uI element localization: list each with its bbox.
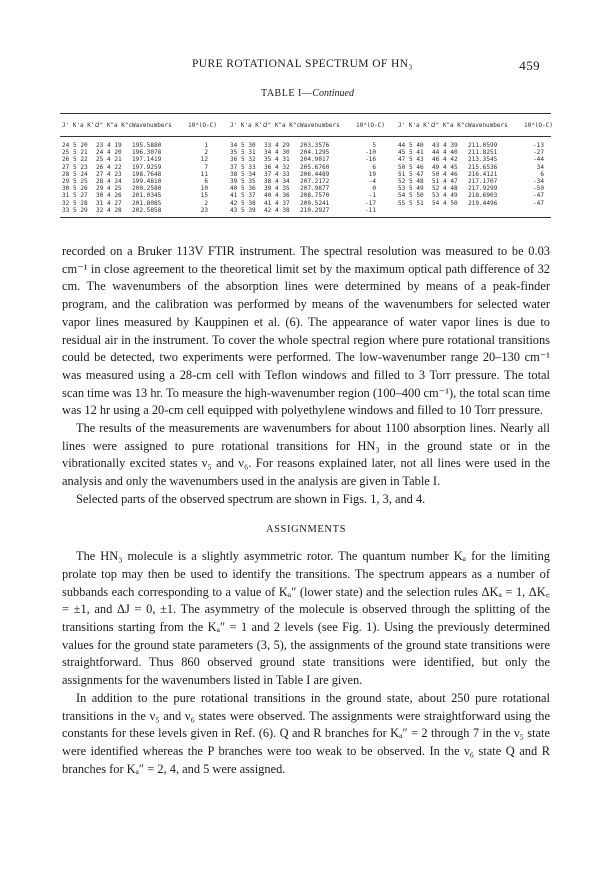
obs-minus-calc-cell: -47 bbox=[532, 192, 544, 200]
lower-state-cell: 36 4 32 bbox=[264, 163, 290, 171]
obs-minus-calc-cell: 6 bbox=[540, 170, 544, 178]
wavenumber-cell: 217.1707 bbox=[468, 177, 498, 185]
obs-minus-calc-cell: -44 bbox=[532, 156, 544, 164]
wavenumber-cell: 196.3078 bbox=[132, 149, 162, 157]
upper-state-cell: 54 5 50 bbox=[398, 192, 424, 200]
table-row bbox=[62, 207, 552, 214]
lower-state-cell: 34 4 30 bbox=[264, 149, 290, 157]
wavenumber-cell: 197.1419 bbox=[132, 156, 162, 164]
table-header-row bbox=[62, 122, 552, 129]
lower-state-cell: 26 4 22 bbox=[96, 163, 122, 171]
obs-minus-calc-cell: 6 bbox=[372, 163, 376, 171]
wavenumber-cell: 205.6760 bbox=[300, 163, 330, 171]
table-row bbox=[62, 149, 552, 156]
table-header-rule bbox=[60, 136, 551, 137]
table-row bbox=[62, 178, 552, 185]
upper-state-cell: 51 5 47 bbox=[398, 170, 424, 178]
obs-minus-calc-cell: -50 bbox=[532, 185, 544, 193]
upper-state-cell: 50 5 46 bbox=[398, 163, 424, 171]
column-header: Wavenumbers bbox=[300, 122, 340, 129]
wavenumber-cell: 201.8085 bbox=[132, 199, 162, 207]
obs-minus-calc-cell: 12 bbox=[200, 156, 208, 164]
upper-state-cell: 34 5 30 bbox=[230, 142, 256, 149]
table-row bbox=[62, 142, 552, 149]
upper-state-cell: 43 5 39 bbox=[230, 206, 256, 214]
obs-minus-calc-cell: 2 bbox=[204, 149, 208, 157]
lower-state-cell: 49 4 45 bbox=[432, 163, 458, 171]
obs-minus-calc-cell: -34 bbox=[532, 177, 544, 185]
table-caption-label: TABLE I— bbox=[261, 88, 313, 99]
running-head-title: PURE ROTATIONAL SPECTRUM OF HN₃ bbox=[192, 58, 413, 70]
lower-state-cell: 54 4 50 bbox=[432, 199, 458, 207]
lower-state-cell: 30 4 26 bbox=[96, 192, 122, 200]
lower-state-cell: 50 4 46 bbox=[432, 170, 458, 178]
upper-state-cell: 36 5 32 bbox=[230, 156, 256, 164]
table-row bbox=[62, 192, 552, 199]
wavenumber-cell: 195.5880 bbox=[132, 142, 162, 149]
lower-state-cell: 51 4 47 bbox=[432, 177, 458, 185]
lower-state-cell: 24 4 20 bbox=[96, 149, 122, 157]
wavenumber-cell: 207.9877 bbox=[300, 185, 330, 193]
table-row bbox=[62, 185, 552, 192]
upper-state-cell: 55 5 51 bbox=[398, 199, 424, 207]
wavenumber-cell: 201.0345 bbox=[132, 192, 162, 200]
obs-minus-calc-cell: -4 bbox=[368, 177, 376, 185]
obs-minus-calc-cell: -17 bbox=[364, 199, 376, 207]
paragraph: The HN₃ molecule is a slightly asymmetric rotor. The quantum number Kₐ for the limiting prolate top may then be used to identify the transitions. The spectrum appears as a number of subbands each corresponding to a value of Kₐ″ (lower state) and the selection rules ΔKₐ = 1, ΔK꜀ = ±1, and ΔJ = 0, ±1. The asymmetry of the molecule is observed through the splitting of the transitions starting from the Kₐ″ = 1 and 2 levels (see Fig. 1). Using the previously determined values for the ground state parameters (3, 5), the assignments of the ground state transitions were straightforward. Thus 860 observed ground state transitions were identified, but only the assignments for the wavenumbers listed in Table I are given. bbox=[62, 549, 550, 688]
upper-state-cell: 25 5 21 bbox=[62, 149, 88, 157]
wavenumber-cell: 218.6903 bbox=[468, 192, 498, 200]
lower-state-cell: 46 4 42 bbox=[432, 156, 458, 164]
obs-minus-calc-cell: 34 bbox=[536, 163, 544, 171]
lower-state-cell: 31 4 27 bbox=[96, 199, 122, 207]
lower-state-cell: 27 4 23 bbox=[96, 170, 122, 178]
wavenumber-cell: 216.4121 bbox=[468, 170, 498, 178]
lower-state-cell: 23 4 19 bbox=[96, 142, 122, 149]
lower-state-cell: 33 4 29 bbox=[264, 142, 290, 149]
wavenumber-cell: 209.5241 bbox=[300, 199, 330, 207]
upper-state-cell: 47 5 43 bbox=[398, 156, 424, 164]
wavenumber-cell: 204.9017 bbox=[300, 156, 330, 164]
wavenumber-cell: 202.5858 bbox=[132, 206, 162, 214]
lower-state-cell: 32 4 28 bbox=[96, 206, 122, 214]
table-row bbox=[62, 164, 552, 171]
column-header: 10⁴(O-C) bbox=[524, 122, 553, 129]
table-row bbox=[62, 200, 552, 207]
lower-state-cell: 29 4 25 bbox=[96, 185, 122, 193]
body-text bbox=[62, 243, 550, 778]
upper-state-cell: 35 5 31 bbox=[230, 149, 256, 157]
upper-state-cell: 29 5 25 bbox=[62, 177, 88, 185]
column-header: 10⁴(O-C) bbox=[188, 122, 217, 129]
upper-state-cell: 45 5 41 bbox=[398, 149, 424, 157]
wavenumber-cell: 208.7570 bbox=[300, 192, 330, 200]
obs-minus-calc-cell: 2 bbox=[204, 199, 208, 207]
upper-state-cell: 40 5 36 bbox=[230, 185, 256, 193]
lower-state-cell: 44 4 40 bbox=[432, 149, 458, 157]
wavenumber-cell: 200.2580 bbox=[132, 185, 162, 193]
column-header: J' K'a K'c bbox=[62, 122, 99, 129]
column-header: J" K"a K"c bbox=[264, 122, 301, 129]
table-caption bbox=[0, 88, 615, 99]
lower-state-cell: 52 4 48 bbox=[432, 185, 458, 193]
upper-state-cell: 44 5 40 bbox=[398, 142, 424, 149]
upper-state-cell: 37 5 33 bbox=[230, 163, 256, 171]
obs-minus-calc-cell: 7 bbox=[204, 163, 208, 171]
upper-state-cell: 52 5 48 bbox=[398, 177, 424, 185]
upper-state-cell: 38 5 34 bbox=[230, 170, 256, 178]
wavenumber-cell: 203.3576 bbox=[300, 142, 330, 149]
table-header bbox=[62, 122, 552, 129]
table-body bbox=[62, 142, 552, 214]
upper-state-cell: 30 5 26 bbox=[62, 185, 88, 193]
obs-minus-calc-cell: -10 bbox=[364, 149, 376, 157]
obs-minus-calc-cell: -47 bbox=[532, 199, 544, 207]
upper-state-cell: 31 5 27 bbox=[62, 192, 88, 200]
lower-state-cell: 43 4 39 bbox=[432, 142, 458, 149]
obs-minus-calc-cell: -1 bbox=[368, 192, 376, 200]
wavenumber-cell: 199.4810 bbox=[132, 177, 162, 185]
column-header: J' K'a K'c bbox=[230, 122, 267, 129]
paragraph: recorded on a Bruker 113V FTIR instrument. The spectral resolution was measured to be 0.03 cm⁻¹ in close agreement to the theoretical limit set by the maximum optical path difference of 32 cm. The wavenumbers of the absorption lines were determined by means of a peak-finder program, and the calibration was performed by means of the wavenumbers for selected water vapor lines measured by Kauppinen et al. (6). The appearance of water vapor lines is due to residual air in the instrument. To cover the whole spectral region where pure rotational transitions could be detected, two experiments were performed. The low-wavenumber range 20–130 cm⁻¹ was measured using a 28-cm cell with Teflon windows and filled to 3 Torr pressure. The total scan time was 13 hr. To measure the high-wavenumber region (100–400 cm⁻¹), the total scan time was 12 hr using a 20-cm cell equipped with polyethylene windows and filled to 10 Torr pressure. bbox=[62, 244, 550, 418]
wavenumber-cell: 211.0599 bbox=[468, 142, 498, 149]
lower-state-cell: 53 4 49 bbox=[432, 192, 458, 200]
lower-state-cell: 42 4 38 bbox=[264, 206, 290, 214]
upper-state-cell: 28 5 24 bbox=[62, 170, 88, 178]
wavenumber-cell: 217.9299 bbox=[468, 185, 498, 193]
upper-state-cell: 32 5 28 bbox=[62, 199, 88, 207]
wavenumber-cell: 204.1295 bbox=[300, 149, 330, 157]
upper-state-cell: 26 5 22 bbox=[62, 156, 88, 164]
obs-minus-calc-cell: 15 bbox=[200, 192, 208, 200]
upper-state-cell: 24 5 20 bbox=[62, 142, 88, 149]
obs-minus-calc-cell: -16 bbox=[364, 156, 376, 164]
obs-minus-calc-cell: 5 bbox=[372, 142, 376, 149]
column-header: J" K"a K"c bbox=[96, 122, 133, 129]
lower-state-cell: 37 4 33 bbox=[264, 170, 290, 178]
wavenumber-cell: 207.2172 bbox=[300, 177, 330, 185]
wavenumber-cell: 219.4496 bbox=[468, 199, 498, 207]
table-row bbox=[62, 156, 552, 163]
upper-state-cell: 42 5 38 bbox=[230, 199, 256, 207]
obs-minus-calc-cell: 0 bbox=[372, 185, 376, 193]
wavenumber-cell: 198.7648 bbox=[132, 170, 162, 178]
wavenumber-cell: 197.9259 bbox=[132, 163, 162, 171]
obs-minus-calc-cell: 19 bbox=[368, 170, 376, 178]
table-bottom-rule bbox=[60, 217, 551, 218]
column-header: 10⁴(O-C) bbox=[356, 122, 385, 129]
lower-state-cell: 38 4 34 bbox=[264, 177, 290, 185]
table-caption-continued: Continued bbox=[312, 88, 354, 99]
table-row bbox=[62, 171, 552, 178]
upper-state-cell: 33 5 29 bbox=[62, 206, 88, 214]
wavenumber-cell: 206.4489 bbox=[300, 170, 330, 178]
obs-minus-calc-cell: 6 bbox=[204, 177, 208, 185]
lower-state-cell: 39 4 35 bbox=[264, 185, 290, 193]
lower-state-cell: 40 4 36 bbox=[264, 192, 290, 200]
column-header: J" K"a K"c bbox=[432, 122, 469, 129]
upper-state-cell: 27 5 23 bbox=[62, 163, 88, 171]
paragraph: Selected parts of the observed spectrum are shown in Figs. 1, 3, and 4. bbox=[76, 491, 426, 506]
wavenumber-cell: 210.2927 bbox=[300, 206, 330, 214]
column-header: J' K'a K'c bbox=[398, 122, 435, 129]
lower-state-cell: 35 4 31 bbox=[264, 156, 290, 164]
obs-minus-calc-cell: -27 bbox=[532, 149, 544, 157]
upper-state-cell: 53 5 49 bbox=[398, 185, 424, 193]
paragraph: In addition to the pure rotational transitions in the ground state, about 250 pure rotational transitions in the ν₅ and ν₆ states were observed. The assignments were straightforward using the constants for these levels given in Ref. (6). Q and R branches for Kₐ″ = 2 through 7 in the ν₅ state were identified whereas the P branches were too weak to be observed. In the ν₆ state Q and R branches for Kₐ″ = 2, 4, and 5 were assigned. bbox=[62, 690, 550, 776]
column-header: Wavenumbers bbox=[468, 122, 508, 129]
lower-state-cell: 28 4 24 bbox=[96, 177, 122, 185]
upper-state-cell: 39 5 35 bbox=[230, 177, 256, 185]
obs-minus-calc-cell: -13 bbox=[532, 142, 544, 149]
upper-state-cell: 41 5 37 bbox=[230, 192, 256, 200]
section-heading: ASSIGNMENTS bbox=[265, 523, 347, 535]
column-header: Wavenumbers bbox=[132, 122, 172, 129]
wavenumber-cell: 213.3545 bbox=[468, 156, 498, 164]
wavenumber-cell: 215.6536 bbox=[468, 163, 498, 171]
lower-state-cell: 41 4 37 bbox=[264, 199, 290, 207]
obs-minus-calc-cell: -11 bbox=[364, 206, 376, 214]
obs-minus-calc-cell: 23 bbox=[200, 206, 208, 214]
wavenumber-cell: 211.8251 bbox=[468, 149, 498, 157]
paragraph: The results of the measurements are wavenumbers for about 1100 absorption lines. Nearly all lines were assigned to pure rotational transitions for HN₃ in the ground state or in the vibrationally excited states ν₅ and ν₆. For reasons explained later, not all lines were used in the analysis and only the wavenumbers used in the analysis are given in Table I. bbox=[62, 421, 550, 489]
page-number: 459 bbox=[519, 58, 540, 73]
table-top-rule bbox=[60, 113, 551, 114]
obs-minus-calc-cell: 1 bbox=[204, 142, 208, 149]
obs-minus-calc-cell: 10 bbox=[200, 185, 208, 193]
lower-state-cell: 25 4 21 bbox=[96, 156, 122, 164]
obs-minus-calc-cell: 11 bbox=[200, 170, 208, 178]
